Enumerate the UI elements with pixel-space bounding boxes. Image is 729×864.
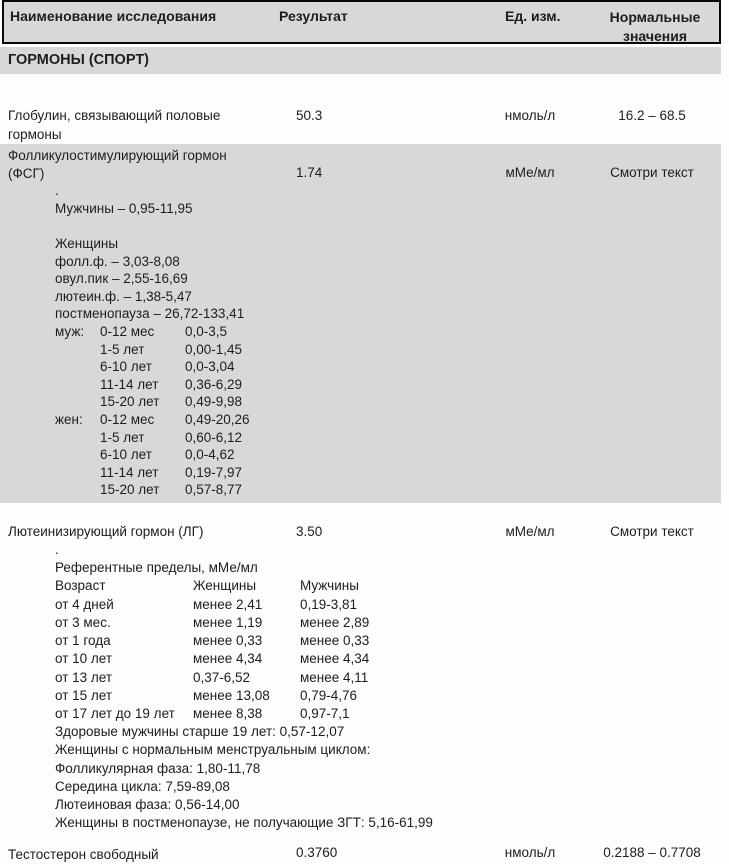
age-label: от 4 дней (55, 596, 114, 612)
men-range: менее 4,34 (300, 651, 370, 667)
reference-note-phase: фолл.ф. – 3,03-8,08 (55, 253, 180, 269)
women-range: менее 13,08 (193, 687, 270, 703)
test-name-line1: Глобулин, связывающий половые (8, 108, 221, 123)
age-label: 6-10 лет (100, 447, 152, 463)
test-name: Лютеинизирующий гормон (ЛГ) (8, 523, 204, 539)
men-range: 0,79-4,76 (300, 687, 358, 703)
reference-table-row (55, 614, 721, 632)
reference-col-men: Мужчины (300, 578, 359, 594)
reference-note: Женщины с нормальным менструальным циклом: (55, 742, 371, 758)
column-header-normal-line1: Нормальные (609, 9, 701, 25)
normal-range: Смотри текст (610, 165, 694, 180)
men-range: менее 2,89 (300, 614, 370, 630)
women-range: менее 0,33 (193, 633, 263, 649)
age-label: 6-10 лет (100, 359, 152, 375)
women-range: менее 4,34 (193, 651, 263, 667)
reference-title: Референтные пределы, мМе/мл (55, 560, 258, 576)
women-range: менее 2,41 (193, 596, 263, 612)
result-value: 3.50 (296, 523, 323, 539)
column-header-study-name: Наименование исследования (10, 8, 217, 24)
age-label: от 13 лет (55, 669, 113, 685)
unit-value: нмоль/л (504, 108, 556, 123)
men-range: менее 4,11 (300, 669, 369, 685)
test-name-line2: (ФСГ) (8, 165, 45, 181)
range-value: 0,00-1,45 (185, 341, 243, 357)
row-fsh (0, 144, 721, 503)
age-label: от 10 лет (55, 651, 113, 667)
age-label: от 17 лет до 19 лет (55, 705, 175, 721)
test-name: Тестостерон свободный (8, 847, 159, 863)
test-name-line1: Фолликулостимулирующий гормон (8, 148, 227, 163)
normal-range: 0.2188 – 0.7708 (603, 845, 701, 861)
reference-note: Женщины в постменопаузе, не получающие ЗГТ: 5,16-61,99 (55, 815, 433, 831)
reference-note-phase: постменопауза – 26,72-133,41 (55, 306, 245, 322)
reference-table-row (55, 669, 721, 687)
age-range-row (55, 358, 721, 376)
reference-table-row (55, 650, 721, 668)
men-range: 0,19-3,81 (300, 596, 358, 612)
reference-table-row (55, 687, 721, 705)
age-range-row (55, 393, 721, 411)
section-header-hormones-sport (0, 47, 721, 74)
normal-range: Смотри текст (610, 523, 694, 539)
age-label: 1-5 лет (100, 341, 145, 357)
result-value: 1.74 (296, 165, 323, 180)
age-label: 1-5 лет (100, 429, 145, 445)
dot-mark: . (55, 542, 59, 558)
age-label: 0-12 мес (100, 323, 155, 339)
age-label: от 15 лет (55, 687, 113, 703)
range-value: 0,0-3,5 (185, 323, 228, 339)
age-range-row (55, 481, 721, 499)
reference-table-row (55, 596, 721, 614)
column-header-normal-line2: значения (623, 28, 687, 44)
blank-line (0, 217, 721, 235)
reference-col-women: Женщины (193, 578, 257, 594)
age-label: от 3 мес. (55, 614, 111, 630)
column-header-result: Результат (279, 8, 348, 24)
unit-value: нмоль/л (504, 845, 556, 861)
range-value: 0,49-20,26 (185, 411, 250, 427)
range-value: 0,19-7,97 (185, 464, 243, 480)
age-range-row (55, 429, 721, 447)
row-shbg (0, 106, 721, 144)
row-lh (0, 523, 721, 832)
row-free-testosterone (0, 845, 721, 864)
women-range: менее 1,19 (193, 614, 263, 630)
age-label: 11-14 лет (100, 464, 159, 480)
result-value: 0.3760 (296, 845, 338, 861)
range-value: 0,57-8,77 (185, 482, 243, 498)
result-value: 50.3 (296, 108, 323, 123)
age-range-row (55, 411, 721, 429)
reference-note: Фолликулярная фаза: 1,80-11,78 (55, 760, 261, 776)
reference-table-row (55, 632, 721, 650)
reference-note: Середина цикла: 7,59-89,08 (55, 778, 230, 794)
reference-note-phase: лютеин.ф. – 1,38-5,47 (55, 288, 192, 304)
normal-range: 16.2 – 68.5 (618, 108, 686, 123)
range-value: 0,36-6,29 (185, 376, 243, 392)
range-value: 0,60-6,12 (185, 429, 243, 445)
section-title: ГОРМОНЫ (СПОРТ) (8, 52, 150, 68)
women-range: менее 8,38 (193, 705, 263, 721)
men-range: 0,97-7,1 (300, 705, 350, 721)
age-range-row (55, 446, 721, 464)
range-value: 0,49-9,98 (185, 394, 243, 410)
age-label: 15-20 лет (100, 482, 160, 498)
age-label: 15-20 лет (100, 394, 160, 410)
reference-note-phase: овул.пик – 2,55-16,69 (55, 271, 188, 287)
reference-col-age: Возраст (55, 578, 106, 594)
reference-table-row (55, 705, 721, 723)
unit-value: мМе/мл (505, 523, 555, 539)
range-value: 0,0-4,62 (185, 447, 235, 463)
column-header-units: Ед. изм. (505, 8, 561, 24)
sex-label: муж: (55, 323, 85, 339)
reference-note-men: Мужчины – 0,95-11,95 (55, 200, 193, 216)
age-range-row (55, 323, 721, 341)
men-range: менее 0,33 (300, 633, 370, 649)
sex-label: жен: (55, 411, 83, 427)
age-range-row (55, 464, 721, 482)
age-range-row (55, 376, 721, 394)
women-range: 0,37-6,52 (193, 669, 251, 685)
column-header-normal-values (584, 8, 726, 46)
test-name-line2: гормоны (8, 127, 62, 142)
range-value: 0,0-3,04 (185, 359, 235, 375)
reference-note: Здоровые мужчины старше 19 лет: 0,57-12,07 (55, 724, 345, 740)
reference-note-women-label: Женщины (55, 235, 119, 251)
age-label: от 1 года (55, 633, 111, 649)
reference-table-header (55, 577, 721, 595)
reference-note: Лютеиновая фаза: 0,56-14,00 (55, 796, 240, 812)
dot-mark: . (55, 183, 59, 199)
unit-value: мМе/мл (505, 165, 555, 180)
results-table-header (2, 0, 721, 44)
age-label: 0-12 мес (100, 411, 155, 427)
age-label: 11-14 лет (100, 376, 159, 392)
age-range-row (55, 341, 721, 359)
